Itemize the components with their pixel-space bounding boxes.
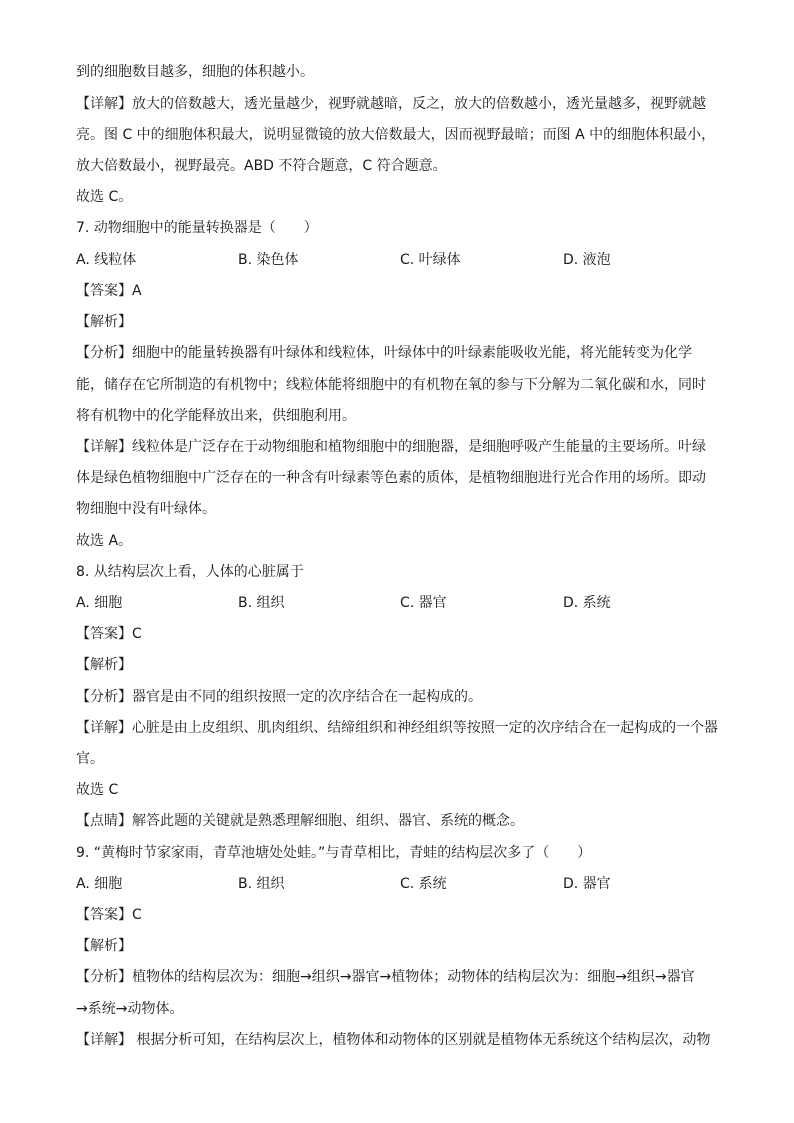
- question-7: 7. 动物细胞中的能量转换器是（ ）: [76, 220, 318, 236]
- q7-option-c: C. 叶绿体: [400, 252, 461, 268]
- q8-option-d: D. 系统: [563, 595, 611, 611]
- text-line: 【详解】 根据分析可知，在结构层次上，植物体和动物体的区别就是植物体无系统这个结构层次，动物: [76, 1032, 711, 1048]
- text-line: 官。: [76, 751, 104, 767]
- text-line: 故选 C: [76, 782, 119, 798]
- q8-option-c: C. 器官: [400, 595, 447, 611]
- text-line: 【详解】线粒体是广泛存在于动物细胞和植物细胞中的细胞器，是细胞呼吸产生能量的主要场所。叶绿: [76, 439, 706, 455]
- q9-option-b: B. 组织: [238, 876, 285, 892]
- q9-option-d: D. 器官: [563, 876, 611, 892]
- answer-label: 【答案】C: [76, 626, 142, 642]
- text-line: 【详解】心脏是由上皮组织、肌肉组织、结缔组织和神经组织等按照一定的次序结合在一起构成的一个器: [76, 720, 718, 736]
- q9-option-c: C. 系统: [400, 876, 447, 892]
- text-line: 【分析】器官是由不同的组织按照一定的次序结合在一起构成的。: [76, 689, 482, 705]
- answer-label: 【答案】C: [76, 907, 142, 923]
- text-line: 将有机物中的化学能释放出来，供细胞利用。: [76, 408, 356, 424]
- q9-option-a: A. 细胞: [76, 876, 123, 892]
- analysis-label: 【解析】: [76, 938, 132, 954]
- text-line: 体是绿色植物细胞中广泛存在的一种含有叶绿素等色素的质体，是植物细胞进行光合作用的场所。即动: [76, 470, 706, 486]
- text-line: 故选 A。: [76, 533, 133, 549]
- q7-option-a: A. 线粒体: [76, 252, 137, 268]
- q7-option-b: B. 染色体: [238, 252, 299, 268]
- text-line: 【点睛】解答此题的关键就是熟悉理解细胞、组织、器官、系统的概念。: [76, 813, 524, 829]
- analysis-label: 【解析】: [76, 314, 132, 330]
- text-line: 物细胞中没有叶绿体。: [76, 501, 216, 517]
- q7-option-d: D. 液泡: [563, 252, 611, 268]
- text-line: 能，储存在它所制造的有机物中；线粒体能将细胞中的有机物在氧的参与下分解为二氧化碳和水，同时: [76, 377, 706, 393]
- analysis-label: 【解析】: [76, 657, 132, 673]
- question-8: 8. 从结构层次上看，人体的心脏属于: [76, 564, 304, 580]
- q8-option-b: B. 组织: [238, 595, 285, 611]
- text-line: 亮。图 C 中的细胞体积最大，说明显微镜的放大倍数最大，因而视野最暗；而图 A 中的细胞体积最小，: [76, 127, 716, 143]
- text-line: →系统→动物体。: [76, 1001, 184, 1017]
- text-line: 【分析】细胞中的能量转换器有叶绿体和线粒体，叶绿体中的叶绿素能吸收光能，将光能转变为化学: [76, 345, 692, 361]
- text-line: 故选 C。: [76, 189, 133, 205]
- text-line: 到的细胞数目越多，细胞的体积越小。: [76, 64, 314, 80]
- text-line: 【分析】植物体的结构层次为：细胞→组织→器官→植物体；动物体的结构层次为：细胞→组织→器官: [76, 969, 695, 985]
- text-line: 【详解】放大的倍数越大，透光量越少，视野就越暗，反之，放大的倍数越小，透光量越多，视野就越: [76, 96, 706, 112]
- text-line: 放大倍数最小，视野最亮。ABD 不符合题意，C 符合题意。: [76, 158, 447, 174]
- question-9: 9. “黄梅时节家家雨，青草池塘处处蛙。”与青草相比，青蛙的结构层次多了（ ）: [76, 845, 592, 861]
- answer-label: 【答案】A: [76, 283, 142, 299]
- q8-option-a: A. 细胞: [76, 595, 123, 611]
